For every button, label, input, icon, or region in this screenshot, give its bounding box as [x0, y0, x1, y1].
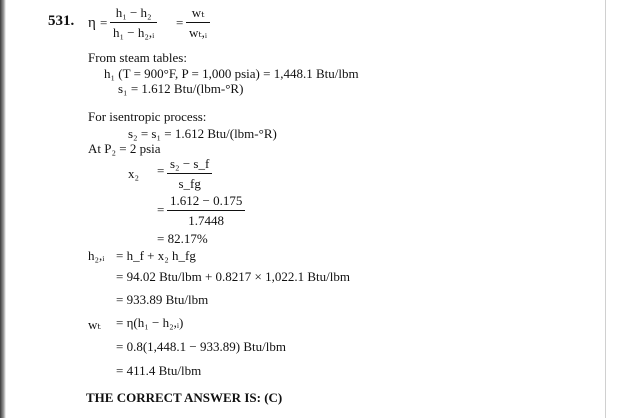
s2-line: s₂ = s₁ = 1.612 Btu/(lbm-°R): [128, 126, 277, 141]
x2-symbolic-fraction: [167, 156, 212, 192]
equals-sign-x2-2: =: [157, 202, 165, 217]
h2i-label: h₂,ᵢ: [88, 248, 105, 263]
fraction-numerator: 1.612 − 0.175: [167, 193, 245, 211]
eta-symbol: η: [88, 15, 96, 31]
h2i-formula: = h_f + x₂ h_fg: [116, 248, 196, 263]
scan-left-edge: [0, 0, 6, 418]
problem-number: 531.: [48, 13, 75, 29]
h2i-result: = 933.89 Btu/lbm: [116, 292, 209, 307]
isentropic-heading: For isentropic process:: [88, 109, 207, 124]
x2-numeric-fraction: [167, 193, 245, 229]
fraction-numerator: s₂ − s_f: [167, 156, 212, 174]
fraction-numerator: wₜ: [186, 5, 210, 23]
fraction-denominator: 1.7448: [188, 213, 225, 228]
wt-formula: = η(h₁ − h₂,ᵢ): [116, 315, 184, 330]
wt-result: = 411.4 Btu/lbm: [116, 363, 202, 378]
equals-sign-2: =: [176, 15, 184, 30]
s1-line: s₁ = 1.612 Btu/(lbm-°R): [118, 81, 244, 96]
h2i-substitution: = 94.02 Btu/lbm + 0.8217 × 1,022.1 Btu/lbm: [116, 269, 350, 284]
pressure-line: At P₂ = 2 psia: [88, 141, 161, 156]
h1-line: h₁ (T = 900°F, P = 1,000 psia) = 1,448.1 Btu/lbm: [104, 66, 359, 81]
fraction-numerator: h₁ − h₂: [110, 5, 157, 23]
fraction-denominator: wₜ,ᵢ: [189, 25, 207, 40]
efficiency-fraction-enthalpy: [110, 5, 157, 41]
wt-label: wₜ: [88, 317, 101, 332]
equals-sign-1: =: [100, 15, 108, 30]
equals-sign-x2-1: =: [157, 163, 165, 178]
x2-result: = 82.17%: [157, 231, 208, 246]
efficiency-fraction-work: [186, 5, 210, 41]
steam-tables-heading: From steam tables:: [88, 50, 187, 65]
wt-substitution: = 0.8(1,448.1 − 933.89) Btu/lbm: [116, 339, 286, 354]
fraction-denominator: h₁ − h₂,ᵢ: [113, 25, 155, 40]
scan-right-edge: [605, 0, 606, 418]
x2-label: x₂: [128, 166, 140, 181]
fraction-denominator: s_fg: [178, 176, 201, 191]
correct-answer: THE CORRECT ANSWER IS: (C): [86, 390, 283, 405]
